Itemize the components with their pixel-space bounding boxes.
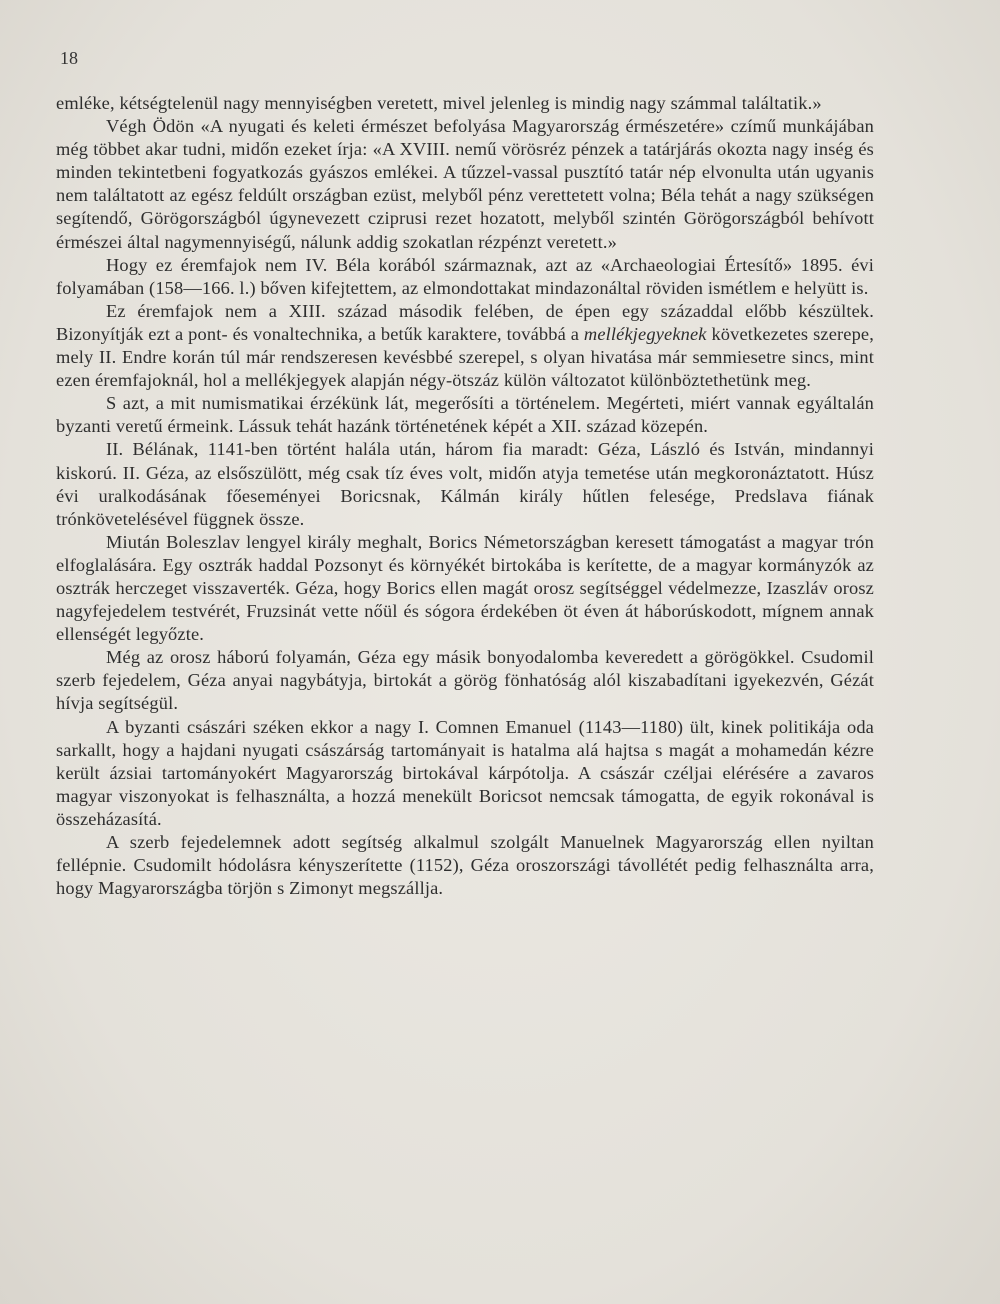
body-text xyxy=(56,92,874,900)
paragraph: Hogy ez éremfajok nem IV. Béla korából származnak, azt az «Archaeologiai Értesítő» 1895. évi folyamában (158—166. l.) bőven kifejtettem, az elmondottakat mindazonáltal röviden ismétlem e helyütt is. xyxy=(56,254,874,298)
paragraph: II. Bélának, 1141-ben történt halála után, három fia maradt: Géza, László és István, mindannyi kiskorú. II. Géza, az elsőszülött, még csak tíz éves volt, midőn atyja temetése után megkoronáztatott. Húsz évi uralkodásának főeseményei Boricsnak, Kálmán király hűtlen felesége, Predslava fiának trónkövetelésével függnek össze. xyxy=(56,439,874,529)
page-number: 18 xyxy=(60,48,78,68)
paragraph: A szerb fejedelemnek adott segítség alkalmul szolgált Manuelnek Magyarország ellen nyiltan fellépnie. Csudomilt hódolásra kényszerítette (1152), Géza oroszországi távollétét pedig felhasználta arra, hogy Magyarországba törjön s Zimonyt megszállja. xyxy=(56,832,874,899)
paragraph xyxy=(56,300,874,392)
paragraph: S azt, a mit numismatikai érzékünk lát, megerősíti a történelem. Megérteti, miért vannak egyáltalán byzanti veretű érmeink. Lássuk tehát hazánk történetének képét a XII. század közepén. xyxy=(56,393,874,437)
paragraph: A byzanti császári széken ekkor a nagy I. Comnen Emanuel (1143—1180) ült, kinek politikája oda sarkallt, hogy a hajdani nyugati császárság tartományait is hatalma alá hajtsa s magát a mohamedán kézre került ázsiai tartományokért Magyarország birtokával kárpótolja. A császár czéljai elérésére a zavaros magyar viszonyokat is felhasználta, a hozzá menekült Boricsot nemcsak támogatta, de egyik rokonával is összeházasítá. xyxy=(56,716,874,829)
paragraph-italic-term: mellékjegyeknek xyxy=(583,323,707,344)
paragraph: Végh Ödön «A nyugati és keleti érmészet befolyása Magyarország érmészetére» czímű munkájában még többet akar tudni, midőn ezeket írja: «A XVIII. nemű vörösréz pénzek a tatárjárás okozta nagy inség és minden tekintetbeni fogyatkozás gyászos emlékei. A tűzzel-vassal pusztító tatár nép elvonulta után ugyanis nem találtatott az egész feldúlt országban ezüst, melyből pénz verettetett volna; Béla tehát a nagy szükségen segítendő, Görögországból úgynevezett cziprusi rezet hozatott, melyből szintén Görögországból behívott érmészei által nagymennyiségű, nálunk addig szokatlan rézpénzt veretett.» xyxy=(56,116,874,252)
paragraph: Még az orosz háború folyamán, Géza egy másik bonyodalomba keveredett a görögökkel. Csudomil szerb fejedelem, Géza anyai nagybátyja, birtokát a görög fönhatóság alól kiszabadítani igyekezvén, Gézát hívja segítségül. xyxy=(56,647,874,714)
paragraph-text-before: Ez éremfajok nem a XIII. század második felében, de épen egy századdal előbb készültek. Bizonyítják ezt a pont- és vonaltechnika, a betűk karaktere, továbbá a xyxy=(56,300,874,344)
paragraph-text-after: következetes szerepe, mely II. Endre korán túl már rendszeresen kevésbbé szerepel, s olyan hivatása már semmiesetre sincs, mint ezen éremfajoknál, hol a mellékjegyek alapján négy-ötszáz külön változatot különböztethetünk meg. xyxy=(56,323,874,391)
paragraph: emléke, kétségtelenül nagy mennyiségben veretett, mivel jelenleg is mindig nagy számmal találtatik.» xyxy=(56,93,822,113)
paragraph: Miután Boleszlav lengyel király meghalt, Borics Németországban keresett támogatást a magyar trón elfoglalására. Egy osztrák haddal Pozsonyt és környékét birtokába is kerítette, de a magyar kormányzók az osztrák herczeget visszaverték. Géza, hogy Borics ellen magát orosz segítséggel védelmezze, Izaszláv orosz nagyfejedelem testvérét, Fruzsinát vette nőül és sógora érdekében öt éven át háborúskodott, mígnem annak ellenségét legyőzte. xyxy=(56,531,874,645)
